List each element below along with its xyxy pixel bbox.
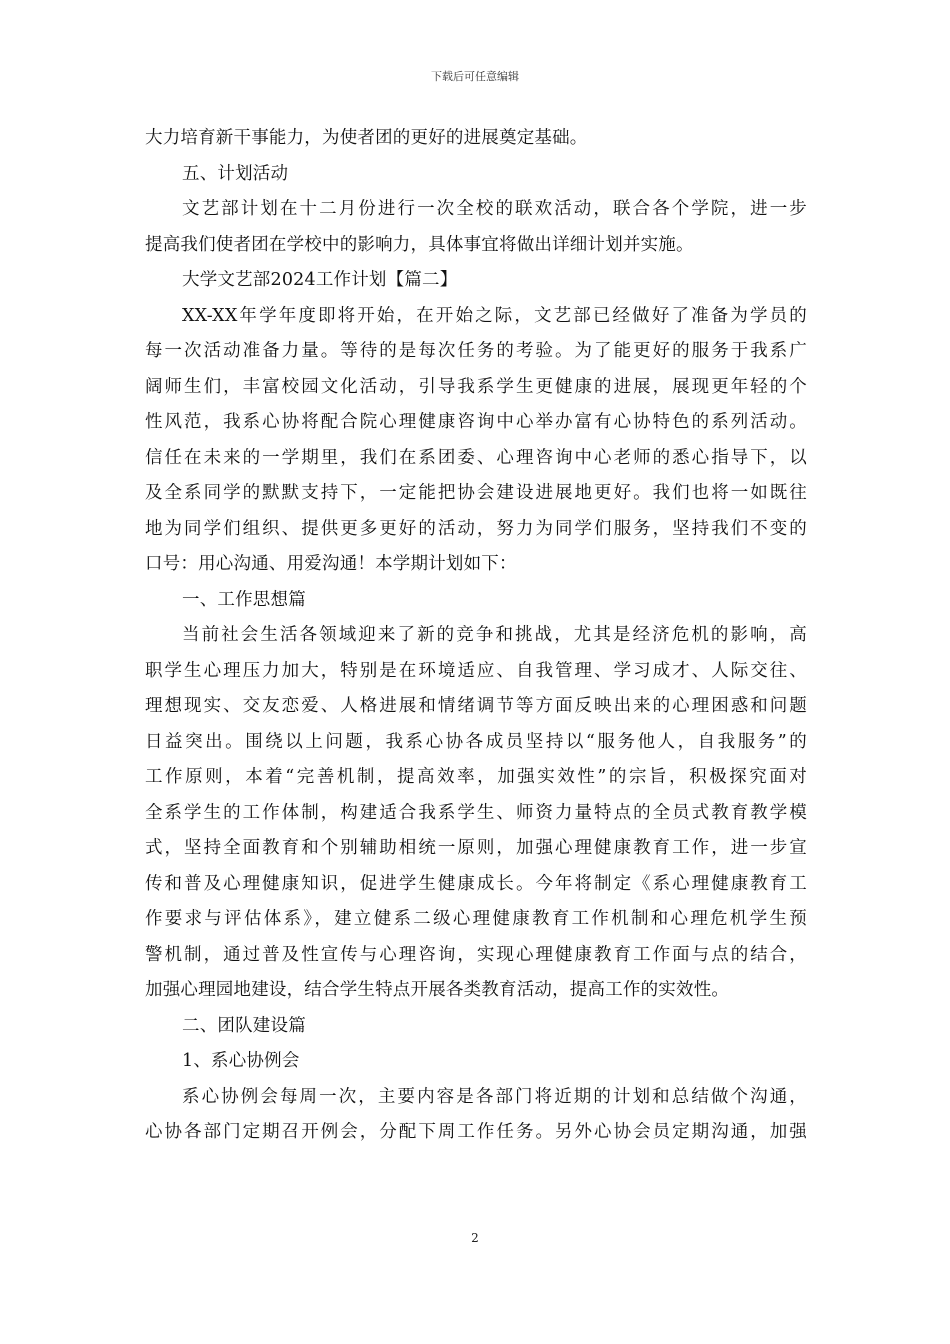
text-line: 五、计划活动 <box>182 163 289 184</box>
document-body <box>145 121 807 1151</box>
text-line: 日益突出。围绕以上问题，我系心协各成员坚持以“服务他人，自我服务”的 <box>145 731 807 752</box>
text-line: 口号：用心沟通、用爱沟通！本学期计划如下： <box>145 554 517 574</box>
text-line: 理想现实、交友恋爱、人格进展和情绪调节等方面反映出来的心理困惑和问题 <box>145 696 807 716</box>
text-line: 及全系同学的默默支持下，一定能把协会建设进展地更好。我们也将一如既往 <box>145 483 807 503</box>
section-title: 大学文艺部2024工作计划【篇二】 <box>182 270 458 290</box>
text-line: 职学生心理压力加大，特别是在环境适应、自我管理、学习成才、人际交往、 <box>145 660 807 681</box>
text-line: 信任在未来的一学期里，我们在系团委、心理咨询中心老师的悉心指导下，以 <box>145 447 807 468</box>
page-number: 2 <box>471 1231 479 1245</box>
section-heading: 一、工作思想篇 <box>182 589 306 610</box>
text-line: 文艺部计划在十二月份进行一次全校的联欢活动，联合各个学院，进一步 <box>182 199 807 219</box>
text-line: 阔师生们，丰富校园文化活动，引导我系学生更健康的进展，展现更年轻的个 <box>145 376 807 397</box>
text-line: 全系学生的工作体制，构建适合我系学生、师资力量特点的全员式教育教学模 <box>145 802 807 823</box>
text-line: 心协各部门定期召开例会，分配下周工作任务。另外心协会员定期沟通，加强 <box>145 1122 807 1142</box>
text-line: 提高我们使者团在学校中的影响力，具体事宜将做出详细计划并实施。 <box>145 234 694 255</box>
text-line: 当前社会生活各领域迎来了新的竞争和挑战，尤其是经济危机的影响，高 <box>182 625 807 645</box>
text-line: 系心协例会每周一次，主要内容是各部门将近期的计划和总结做个沟通， <box>182 1086 807 1107</box>
text-line: 性风范，我系心协将配合院心理健康咨询中心举办富有心协特色的系列活动。 <box>145 412 807 432</box>
text-line: 每一次活动准备力量。等待的是每次任务的考验。为了能更好的服务于我系广 <box>145 341 807 361</box>
text-line: 作要求与评估体系》，建立健系二级心理健康教育工作机制和心理危机学生预 <box>145 909 807 929</box>
text-line: 加强心理园地建设，结合学生特点开展各类教育活动，提高工作的实效性。 <box>145 980 730 1000</box>
text-line: 警机制，通过普及性宣传与心理咨询，实现心理健康教育工作面与点的结合， <box>145 944 807 965</box>
text-line: 大力培育新干事能力，为使者团的更好的进展奠定基础。 <box>145 128 588 148</box>
page-header: 下载后可任意编辑 <box>431 70 519 83</box>
text-line: 工作原则，本着“完善机制，提高效率，加强实效性”的宗旨，积极探究面对 <box>145 767 807 787</box>
text-line: XX-XX年学年度即将开始，在开始之际，文艺部已经做好了准备为学员的 <box>182 305 807 326</box>
text-line: 地为同学们组织、提供更多更好的活动，努力为同学们服务，坚持我们不变的 <box>145 518 807 539</box>
text-line: 式，坚持全面教育和个别辅助相统一原则，加强心理健康教育工作，进一步宣 <box>145 838 807 858</box>
section-heading: 二、团队建设篇 <box>182 1015 306 1036</box>
text-line: 传和普及心理健康知识，促进学生健康成长。今年将制定《系心理健康教育工 <box>145 873 807 894</box>
subsection-heading: 1、系心协例会 <box>182 1051 300 1071</box>
